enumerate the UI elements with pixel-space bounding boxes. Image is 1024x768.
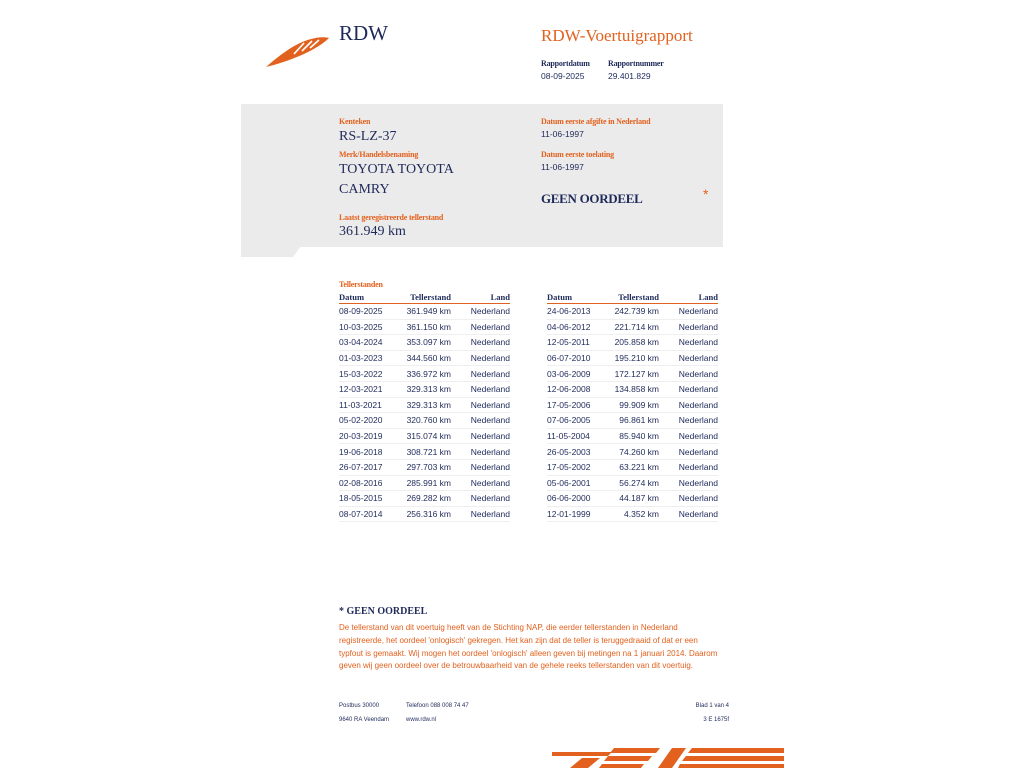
row-odometer: 99.909 km: [609, 397, 666, 413]
report-date-value: 08-09-2025: [541, 71, 585, 81]
footer-city: 9640 RA Veendam: [339, 717, 390, 723]
report-number-label: Rapportnummer: [608, 59, 664, 68]
row-country: Nederland: [458, 413, 510, 429]
row-odometer: 336.972 km: [401, 366, 458, 382]
row-country: Nederland: [458, 397, 510, 413]
rdw-feather-logo-icon: [264, 34, 332, 70]
row-odometer: 63.221 km: [609, 459, 666, 475]
note-line: registreerde, het oordeel 'onlogisch' gekregen. Het kan zijn dat de teller is teruggedraaid of dat er een: [339, 635, 698, 645]
verdict-asterisk: *: [703, 186, 709, 202]
footer-website: www.rdw.nl: [406, 717, 437, 723]
odometer-table-left: [339, 292, 510, 522]
row-country: Nederland: [666, 381, 718, 397]
row-odometer: 320.760 km: [401, 413, 458, 429]
row-country: Nederland: [666, 428, 718, 444]
report-title: RDW-Voertuigrapport: [541, 26, 693, 45]
table-row: [339, 319, 510, 335]
note-title: * GEEN OORDEEL: [339, 606, 428, 617]
col-odometer: Tellerstand: [609, 292, 666, 304]
brand-name: RDW: [339, 21, 388, 45]
row-country: Nederland: [458, 335, 510, 351]
row-odometer: 4.352 km: [609, 506, 666, 522]
note-body: [339, 622, 739, 673]
footer-phone: Telefoon 088 008 74 47: [406, 703, 469, 709]
odometer-value: 361.949 km: [339, 224, 406, 239]
row-date: 11-05-2004: [547, 428, 609, 444]
row-country: Nederland: [666, 397, 718, 413]
row-country: Nederland: [666, 413, 718, 429]
row-date: 03-06-2009: [547, 366, 609, 382]
plate-label: Kenteken: [339, 117, 371, 126]
row-odometer: 297.703 km: [401, 459, 458, 475]
row-odometer: 269.282 km: [401, 491, 458, 507]
row-date: 02-08-2016: [339, 475, 401, 491]
row-date: 18-05-2015: [339, 491, 401, 507]
table-row: [339, 381, 510, 397]
row-date: 17-05-2006: [547, 397, 609, 413]
row-country: Nederland: [458, 304, 510, 320]
row-country: Nederland: [666, 366, 718, 382]
col-odometer: Tellerstand: [401, 292, 458, 304]
table-row: [547, 506, 718, 522]
table-row: [547, 304, 718, 320]
odometer-table-right: [547, 292, 718, 522]
row-date: 12-05-2011: [547, 335, 609, 351]
row-date: 15-03-2022: [339, 366, 401, 382]
table-row: [339, 350, 510, 366]
row-date: 12-03-2021: [339, 381, 401, 397]
row-country: Nederland: [666, 335, 718, 351]
row-country: Nederland: [666, 506, 718, 522]
note-line: typfout is gemaakt. Wij mogen het oordeel 'onlogisch' alleen geven bij metingen na 1 januari 2014. Daarom: [339, 648, 718, 658]
table-row: [547, 319, 718, 335]
first-registration-nl-value: 11-06-1997: [541, 129, 584, 139]
table-row: [339, 444, 510, 460]
row-odometer: 74.260 km: [609, 444, 666, 460]
make-label: Merk/Handelsbenaming: [339, 150, 419, 159]
row-date: 06-07-2010: [547, 350, 609, 366]
col-country: Land: [666, 292, 718, 304]
make-line1: TOYOTA TOYOTA: [339, 162, 454, 177]
row-country: Nederland: [666, 459, 718, 475]
first-admission-label: Datum eerste toelating: [541, 150, 614, 159]
row-date: 26-05-2003: [547, 444, 609, 460]
table-row: [339, 413, 510, 429]
first-admission-value: 11-06-1997: [541, 162, 584, 172]
row-date: 12-01-1999: [547, 506, 609, 522]
row-country: Nederland: [458, 444, 510, 460]
row-country: Nederland: [458, 381, 510, 397]
first-registration-nl-label: Datum eerste afgifte in Nederland: [541, 117, 651, 126]
row-date: 17-05-2002: [547, 459, 609, 475]
row-odometer: 134.858 km: [609, 381, 666, 397]
row-country: Nederland: [666, 491, 718, 507]
table-row: [339, 491, 510, 507]
row-country: Nederland: [458, 475, 510, 491]
row-country: Nederland: [458, 459, 510, 475]
row-odometer: 85.940 km: [609, 428, 666, 444]
row-date: 08-09-2025: [339, 304, 401, 320]
row-odometer: 315.074 km: [401, 428, 458, 444]
row-date: 05-02-2020: [339, 413, 401, 429]
odometer-label: Laatst geregistreerde tellerstand: [339, 213, 444, 222]
row-odometer: 256.316 km: [401, 506, 458, 522]
table-row: [547, 444, 718, 460]
row-country: Nederland: [666, 319, 718, 335]
report-number-value: 29.401.829: [608, 71, 651, 81]
table-row: [547, 335, 718, 351]
table-row: [339, 304, 510, 320]
row-date: 01-03-2023: [339, 350, 401, 366]
row-country: Nederland: [666, 475, 718, 491]
row-date: 10-03-2025: [339, 319, 401, 335]
row-country: Nederland: [458, 491, 510, 507]
row-date: 11-03-2021: [339, 397, 401, 413]
note-line: De tellerstand van dit voertuig heeft van de Stichting NAP, die eerder tellerstanden in Nederland: [339, 623, 678, 632]
col-date: Datum: [339, 292, 401, 304]
row-country: Nederland: [458, 428, 510, 444]
row-date: 07-06-2005: [547, 413, 609, 429]
note-line: geven wij geen oordeel over de betrouwbaarheid van de gehele reeks tellerstanden van dit voertuig.: [339, 661, 694, 671]
table-row: [547, 397, 718, 413]
table-row: [547, 491, 718, 507]
table-row: [547, 413, 718, 429]
odometer-section-title: Tellerstanden: [339, 280, 383, 289]
footer-code: 3 E 1675f: [703, 717, 729, 723]
row-country: Nederland: [666, 350, 718, 366]
table-row: [547, 459, 718, 475]
make-line2: CAMRY: [339, 182, 390, 197]
panel-notch: [241, 246, 301, 258]
row-date: 04-06-2012: [547, 319, 609, 335]
row-country: Nederland: [458, 350, 510, 366]
row-date: 20-03-2019: [339, 428, 401, 444]
row-country: Nederland: [458, 506, 510, 522]
footer-page: Blad 1 van 4: [695, 703, 729, 709]
row-date: 03-04-2024: [339, 335, 401, 351]
row-odometer: 96.861 km: [609, 413, 666, 429]
row-date: 05-06-2001: [547, 475, 609, 491]
row-odometer: 242.739 km: [609, 304, 666, 320]
row-country: Nederland: [458, 319, 510, 335]
verdict: GEEN OORDEEL: [541, 191, 643, 206]
footer-postbus: Postbus 30000: [339, 703, 380, 709]
table-row: [339, 459, 510, 475]
table-row: [547, 350, 718, 366]
row-odometer: 205.858 km: [609, 335, 666, 351]
row-date: 24-06-2013: [547, 304, 609, 320]
plate-value: RS-LZ-37: [339, 129, 397, 144]
row-odometer: 329.313 km: [401, 381, 458, 397]
row-odometer: 195.210 km: [609, 350, 666, 366]
row-date: 19-06-2018: [339, 444, 401, 460]
row-country: Nederland: [666, 444, 718, 460]
table-row: [339, 428, 510, 444]
table-row: [339, 506, 510, 522]
table-row: [547, 381, 718, 397]
row-odometer: 353.097 km: [401, 335, 458, 351]
row-date: 06-06-2000: [547, 491, 609, 507]
row-date: 12-06-2008: [547, 381, 609, 397]
row-odometer: 221.714 km: [609, 319, 666, 335]
table-row: [339, 335, 510, 351]
report-date-label: Rapportdatum: [541, 59, 590, 68]
table-row: [547, 475, 718, 491]
table-row: [547, 428, 718, 444]
table-row: [339, 397, 510, 413]
row-odometer: 56.274 km: [609, 475, 666, 491]
col-country: Land: [458, 292, 510, 304]
row-country: Nederland: [458, 366, 510, 382]
row-country: Nederland: [666, 304, 718, 320]
table-row: [339, 366, 510, 382]
row-odometer: 285.991 km: [401, 475, 458, 491]
row-odometer: 308.721 km: [401, 444, 458, 460]
col-date: Datum: [547, 292, 609, 304]
row-odometer: 329.313 km: [401, 397, 458, 413]
rdw-stripe-logo-icon: [552, 746, 784, 768]
vehicle-panel: [241, 104, 723, 247]
row-odometer: 44.187 km: [609, 491, 666, 507]
table-row: [547, 366, 718, 382]
row-odometer: 361.150 km: [401, 319, 458, 335]
row-odometer: 172.127 km: [609, 366, 666, 382]
row-date: 08-07-2014: [339, 506, 401, 522]
row-odometer: 361.949 km: [401, 304, 458, 320]
row-date: 26-07-2017: [339, 459, 401, 475]
table-row: [339, 475, 510, 491]
row-odometer: 344.560 km: [401, 350, 458, 366]
